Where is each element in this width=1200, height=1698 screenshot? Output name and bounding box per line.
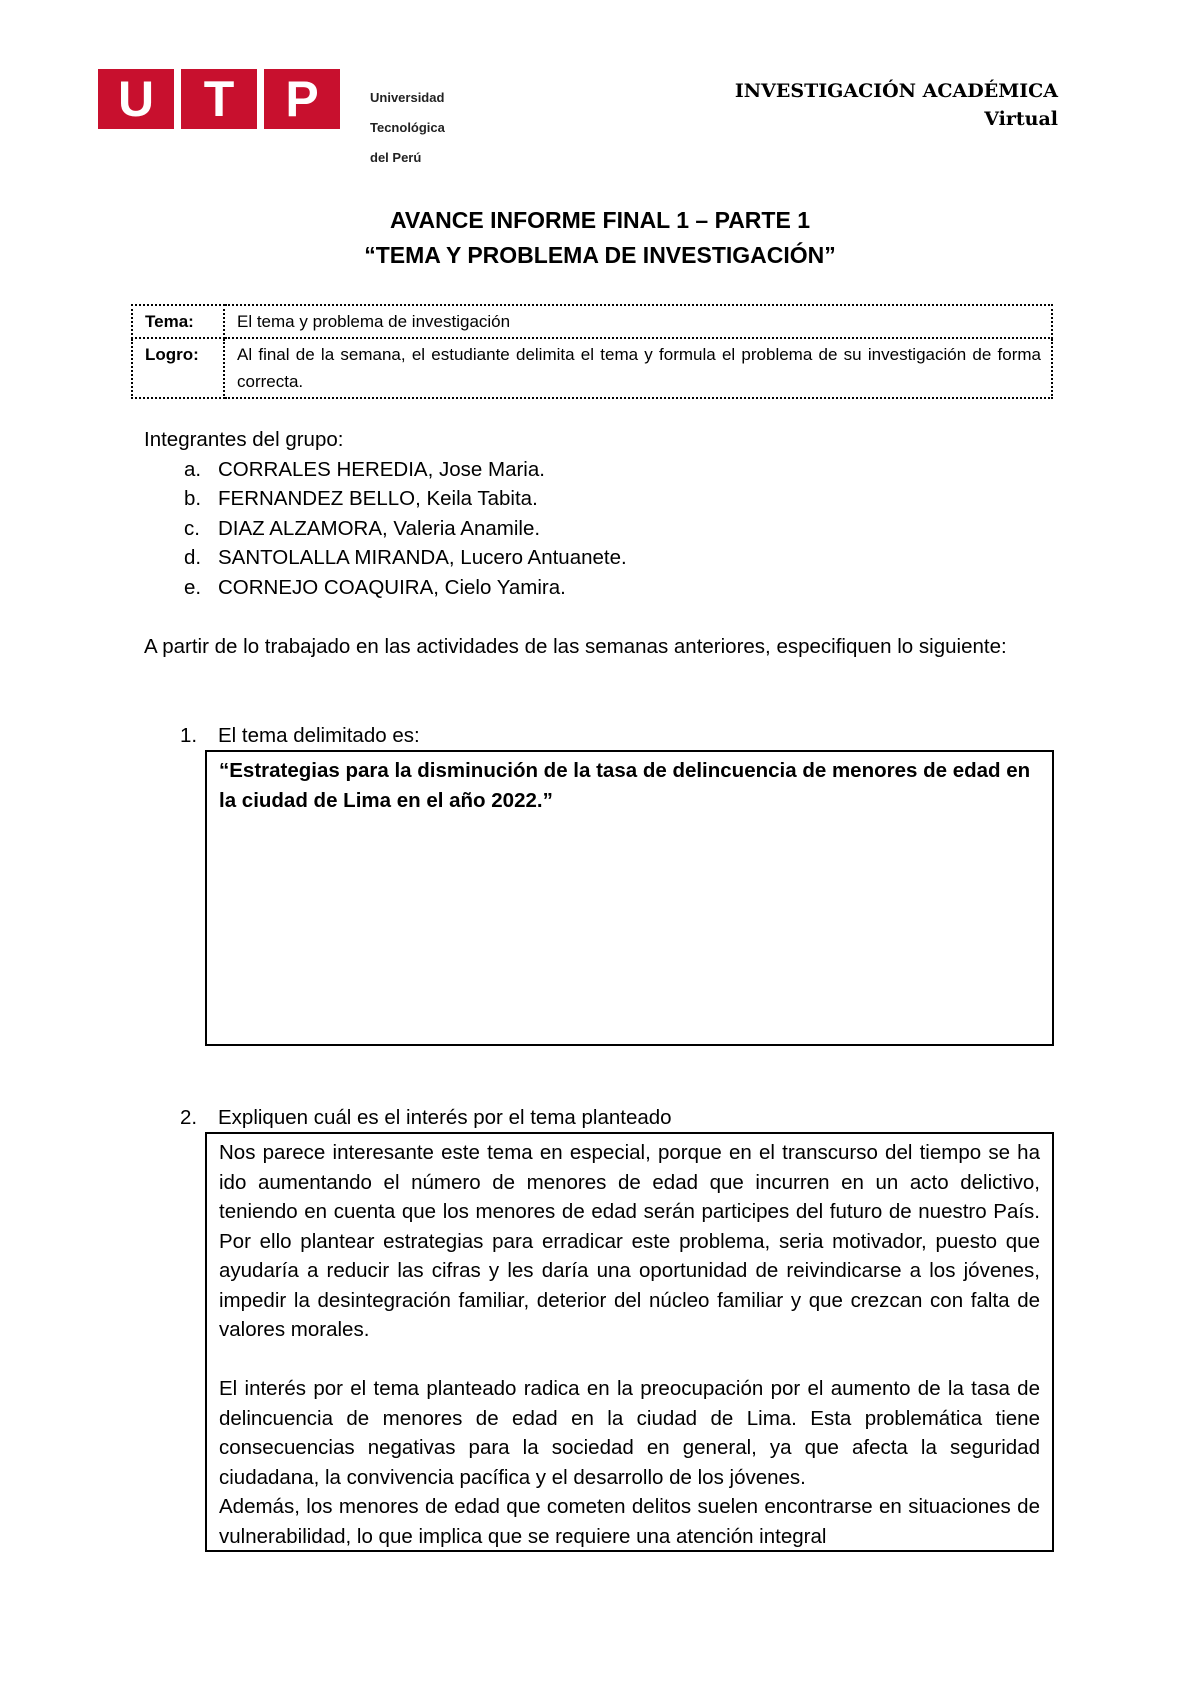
member-marker: d.: [184, 546, 202, 569]
tema-row: [132, 305, 1052, 338]
question-1-text: El tema delimitado es:: [218, 724, 420, 747]
answer-2-paragraph-1: Nos parece interesante este tema en especial, porque en el transcurso del tiempo se ha ido aumentando el número de menores de edad que incurren en un acto delictivo, teniendo en cuenta que los menores de edad serán participes del futuro de nuestro País. Por ello plantear estrategias para erradicar este problema, seria motivador, puesto que ayudaría a reducir las cifras y les daría una oportunidad de reivindicarse a los jóvenes, impedir la desintegración familiar, deterior del núcleo familiar y que crezcan con falta de valores morales.: [219, 1141, 1040, 1341]
answer-2-paragraph-2: El interés por el tema planteado radica en la preocupación por el aumento de la tasa de delincuencia de menores de edad en la ciudad de Lima. Esta problemática tiene consecuencias negativas para la sociedad en general, ya que afecta la seguridad ciudadana, la convivencia pacífica y el desarrollo de los jóvenes.: [219, 1377, 1040, 1489]
member-name: SANTOLALLA MIRANDA, Lucero Antuanete.: [218, 546, 627, 569]
members-list: [144, 455, 627, 603]
tema-label: Tema:: [132, 305, 224, 338]
instructions-paragraph: A partir de lo trabajado en las actividades de las semanas anteriores, especifiquen lo siguiente:: [144, 635, 1007, 658]
logo-letter-t: T: [181, 69, 257, 129]
document-title: [0, 203, 1200, 273]
member-name: DIAZ ALZAMORA, Valeria Anamile.: [218, 516, 541, 540]
member-name: CORNEJO COAQUIRA, Cielo Yamira.: [218, 575, 566, 599]
logro-value: Al final de la semana, el estudiante delimita el tema y formula el problema de su investigación de forma correcta.: [224, 338, 1052, 398]
member-marker: e.: [184, 575, 202, 599]
member-item: [144, 573, 627, 603]
member-name: CORRALES HEREDIA, Jose Maria.: [218, 457, 545, 481]
logo-name-line-3: del Perú: [370, 150, 422, 165]
logo-name-line-2: Tecnológica: [370, 120, 445, 135]
member-marker: a.: [184, 457, 202, 481]
question-1-number: 1.: [180, 724, 198, 747]
title-line-2: “TEMA Y PROBLEMA DE INVESTIGACIÓN”: [364, 242, 836, 268]
logro-row: [132, 338, 1052, 398]
member-marker: c.: [184, 516, 200, 540]
logo-letter-u: U: [98, 69, 174, 129]
member-item: [144, 455, 627, 485]
logo-name-line-1: Universidad: [370, 90, 445, 105]
question-1-answer-box: “Estrategias para la disminución de la tasa de delincuencia de menores de edad en la ciudad de Lima en el año 2022.”: [205, 750, 1054, 1046]
question-2-text: Expliquen cuál es el interés por el tema planteado: [218, 1106, 672, 1129]
course-modality: Virtual: [984, 108, 1058, 130]
course-title: INVESTIGACIÓN ACADÉMICA: [734, 80, 1058, 102]
logro-label: Logro:: [132, 338, 224, 398]
members-heading: Integrantes del grupo:: [144, 428, 344, 451]
topic-info-table: [131, 304, 1053, 399]
member-item: [144, 543, 627, 573]
course-header: [735, 77, 1058, 133]
question-2-answer-box: [205, 1132, 1054, 1552]
member-item: [144, 514, 627, 544]
answer-2-paragraph-3: Además, los menores de edad que cometen delitos suelen encontrarse en situaciones de vulnerabilidad, lo que implica que se requiere una atención integral: [219, 1495, 1040, 1548]
member-marker: b.: [184, 487, 202, 510]
utp-logo: [98, 69, 445, 165]
logo-university-name: [370, 75, 445, 180]
member-item: [144, 484, 627, 514]
title-line-1: AVANCE INFORME FINAL 1 – PARTE 1: [389, 207, 810, 233]
group-members: [144, 425, 627, 602]
logo-letter-p: P: [264, 69, 340, 129]
member-name: FERNANDEZ BELLO, Keila Tabita.: [218, 487, 538, 510]
tema-value: El tema y problema de investigación: [224, 305, 1052, 338]
question-2-number: 2.: [180, 1106, 198, 1129]
